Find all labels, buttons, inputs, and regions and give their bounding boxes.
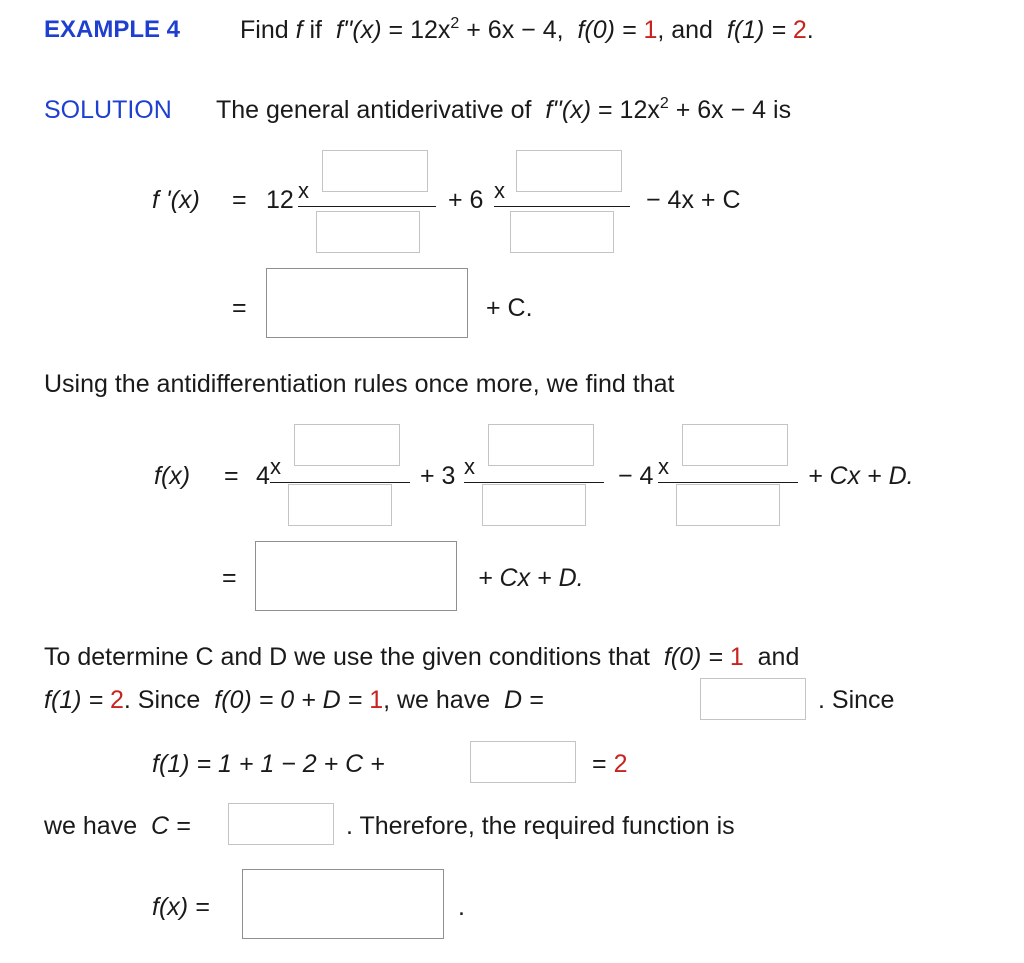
f1-equals-2 bbox=[592, 752, 627, 777]
determine-text: To determine C and D we use the given conditions that bbox=[44, 643, 650, 671]
fpp-symbol: f''(x) bbox=[335, 16, 382, 44]
x-variable: x bbox=[658, 454, 669, 479]
minus-4: − 4 bbox=[618, 462, 654, 490]
since-word: . Since bbox=[123, 686, 201, 714]
f0-equation: f(0) = 0 + D = bbox=[214, 686, 363, 714]
condition-f1: f(1) = bbox=[726, 16, 786, 44]
fx-result-input[interactable] bbox=[255, 541, 457, 611]
solution-intro bbox=[216, 95, 792, 124]
f1-equation: f(1) = 1 + 1 − 2 + C + bbox=[152, 750, 385, 778]
equals: = bbox=[232, 294, 247, 322]
we-have-text: we have bbox=[44, 812, 138, 840]
solution-text: The general antiderivative of bbox=[216, 96, 532, 124]
equals: = bbox=[592, 750, 607, 778]
condition-f0: f(0) = bbox=[663, 643, 723, 671]
fpp-symbol: f''(x) bbox=[545, 96, 592, 124]
equals: = bbox=[232, 186, 247, 214]
exponent-2: 2 bbox=[659, 95, 669, 112]
final-function-input[interactable] bbox=[242, 869, 444, 939]
fraction-bar bbox=[494, 206, 630, 207]
equals: = bbox=[388, 16, 404, 44]
plus-3: + 3 bbox=[420, 462, 456, 490]
condition-f1-value: 2 bbox=[792, 16, 807, 44]
f1-value: 2 bbox=[613, 750, 628, 778]
equals: = bbox=[222, 564, 237, 592]
fx-tail-2: + Cx + D. bbox=[478, 564, 584, 592]
condition-f0-value: 1 bbox=[643, 16, 658, 44]
example-label: EXAMPLE 4 bbox=[44, 16, 181, 43]
therefore-text: . Therefore, the required function is bbox=[346, 812, 735, 840]
coef-4: 4 bbox=[256, 462, 270, 490]
f-symbol: f bbox=[295, 16, 303, 44]
fprime-tail bbox=[646, 188, 741, 213]
poly-12x: 12x bbox=[619, 96, 660, 124]
solution-label: SOLUTION bbox=[44, 96, 172, 124]
final-fx-lhs: f(x) = bbox=[152, 893, 210, 921]
final-period: . bbox=[458, 893, 465, 921]
problem-statement bbox=[240, 15, 814, 44]
determine-line-2 bbox=[44, 688, 544, 713]
fraction-bar bbox=[270, 482, 410, 483]
since-word-2: . Since bbox=[818, 686, 895, 714]
fx-exponent-input-3[interactable] bbox=[682, 424, 788, 466]
equals: = bbox=[597, 96, 613, 124]
poly-12x: 12x bbox=[410, 16, 451, 44]
condition-f1-value: 2 bbox=[110, 686, 124, 714]
equals: = bbox=[224, 462, 239, 490]
f1-term-input[interactable] bbox=[470, 741, 576, 783]
x-variable: x bbox=[298, 178, 309, 203]
condition-f0-value: 1 bbox=[729, 643, 744, 671]
condition-f1: f(1) = bbox=[44, 686, 104, 714]
comma-and: , and bbox=[657, 16, 713, 44]
f0-equation-value: 1 bbox=[369, 686, 384, 714]
c-equals: C = bbox=[151, 812, 191, 840]
fraction-bar bbox=[658, 482, 798, 483]
fx-denominator-input-2[interactable] bbox=[482, 484, 586, 526]
fx-tail: + Cx + D. bbox=[808, 462, 914, 490]
fx-lhs: f(x) bbox=[154, 462, 191, 490]
poly-rest: + 6x − 4, bbox=[466, 16, 564, 44]
plus-c: + C. bbox=[486, 294, 533, 322]
fx-denominator-input-1[interactable] bbox=[288, 484, 392, 526]
fprime-exponent-input-1[interactable] bbox=[322, 150, 428, 192]
using-text: Using the antidifferentiation rules once more, we find that bbox=[44, 370, 675, 398]
fprime-result-input[interactable] bbox=[266, 268, 468, 338]
condition-f0: f(0) = bbox=[577, 16, 637, 44]
fraction-bar bbox=[464, 482, 604, 483]
d-value-input[interactable] bbox=[700, 678, 806, 720]
plus-6: + 6 bbox=[448, 186, 484, 214]
x-variable: x bbox=[494, 178, 505, 203]
x-variable: x bbox=[270, 454, 281, 479]
d-equals: D = bbox=[504, 686, 544, 714]
poly-rest: + 6x − 4 is bbox=[675, 96, 792, 124]
fx-denominator-input-3[interactable] bbox=[676, 484, 780, 526]
fprime-tail-text: − 4x + C bbox=[646, 186, 741, 214]
fprime-denominator-input-1[interactable] bbox=[316, 211, 420, 253]
fprime-lhs: f '(x) bbox=[152, 186, 200, 214]
we-have-text: , we have bbox=[383, 686, 491, 714]
exponent-2: 2 bbox=[450, 15, 460, 32]
period: . bbox=[806, 16, 814, 44]
we-have-line bbox=[44, 814, 191, 839]
fprime-denominator-input-2[interactable] bbox=[510, 211, 614, 253]
c-value-input[interactable] bbox=[228, 803, 334, 845]
determine-line-1 bbox=[44, 645, 799, 670]
and-word: and bbox=[757, 643, 800, 671]
fx-exponent-input-2[interactable] bbox=[488, 424, 594, 466]
fx-exponent-input-1[interactable] bbox=[294, 424, 400, 466]
fprime-exponent-input-2[interactable] bbox=[516, 150, 622, 192]
if-word: if bbox=[309, 16, 322, 44]
x-variable: x bbox=[464, 454, 475, 479]
find-word: Find bbox=[240, 16, 289, 44]
coef-12: 12 bbox=[266, 186, 294, 214]
fraction-bar bbox=[298, 206, 436, 207]
